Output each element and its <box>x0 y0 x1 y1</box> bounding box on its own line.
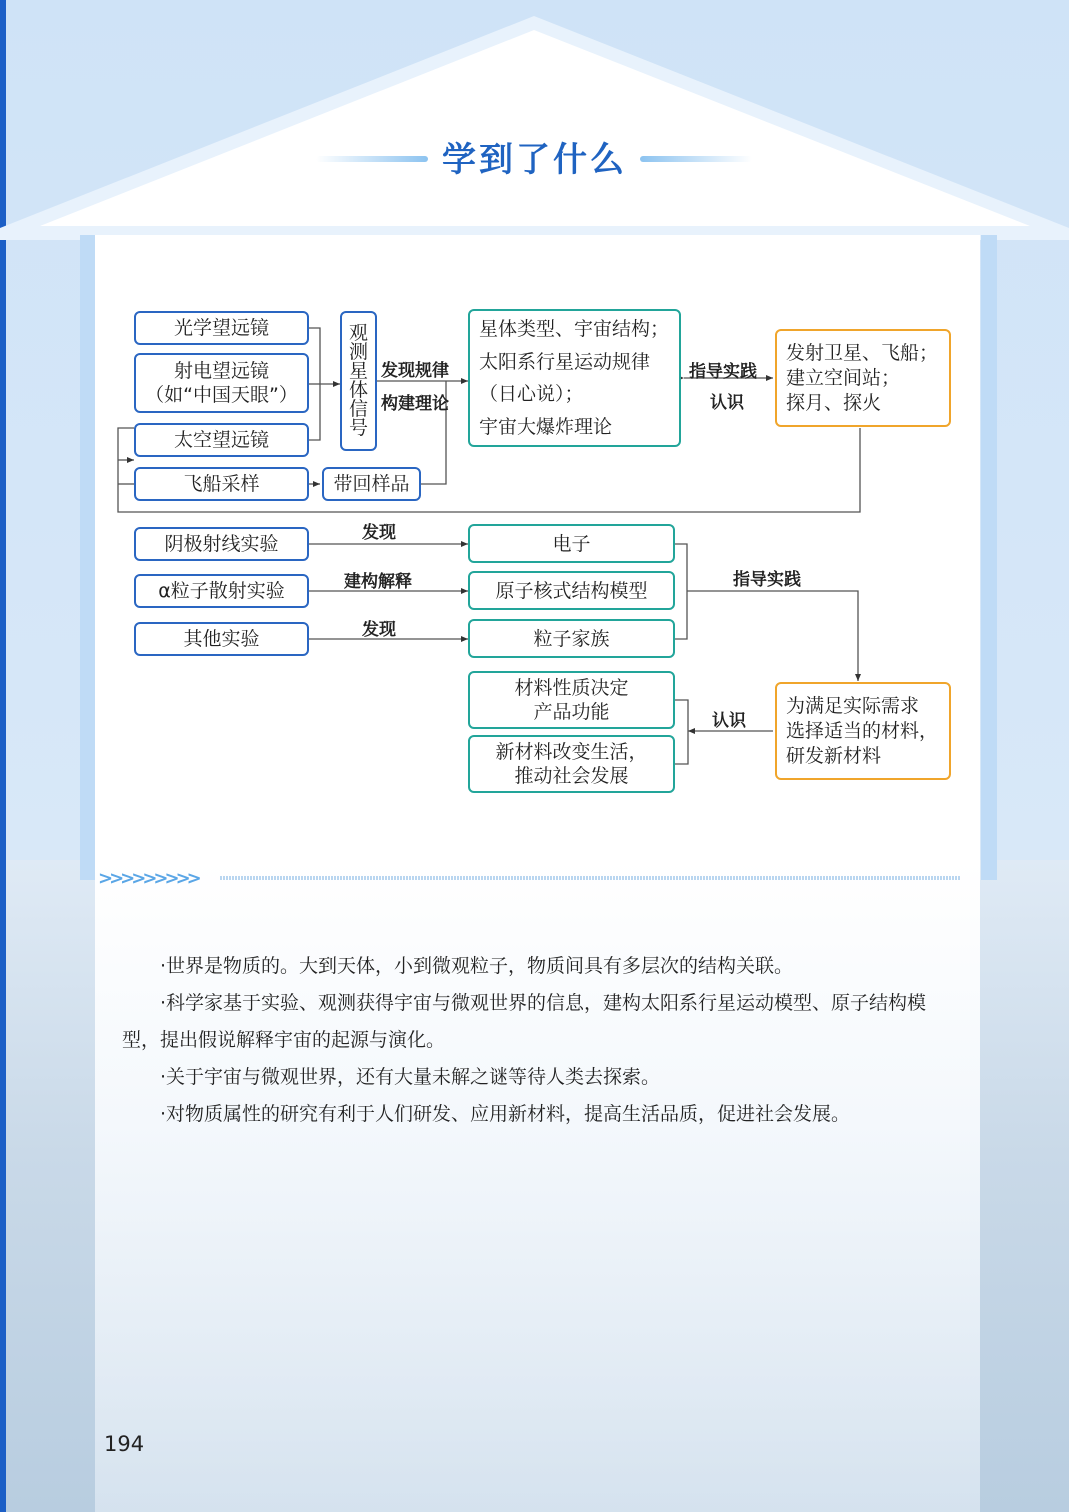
label-discover-law: 发现规律 <box>381 361 449 381</box>
summary-text <box>122 948 952 1133</box>
experiment-cathode-ray <box>134 527 309 561</box>
sample-return-label: 带回样品 <box>333 473 410 495</box>
label-cognize: 认识 <box>710 393 744 413</box>
outcome-line: 产品功能 <box>533 701 610 723</box>
instrument-spacecraft-sampling <box>134 467 309 501</box>
instrument-label: 光学望远镜 <box>173 317 269 339</box>
particle-family <box>468 619 675 658</box>
instrument-optical-telescope <box>134 311 309 345</box>
theory-item: 宇宙大爆炸理论 <box>479 415 613 438</box>
page-number: 194 <box>104 1432 145 1456</box>
instrument-label: 飞船采样 <box>183 473 260 495</box>
outcome-line: 新材料改变生活， <box>495 741 648 763</box>
label-build-theory: 构建理论 <box>381 394 449 414</box>
outcome-material-function <box>468 671 675 729</box>
observe-signal-label: 观测星体信号 <box>348 322 368 439</box>
label-cognize-2: 认识 <box>712 711 746 731</box>
theory-item: 星体类型、宇宙结构； <box>479 318 670 340</box>
sample-return-box <box>322 467 421 501</box>
needs-item: 选择适当的材料， <box>786 720 939 742</box>
instrument-radio-telescope <box>134 353 309 413</box>
outcome-line: 推动社会发展 <box>514 765 629 787</box>
observe-signal-box <box>340 311 377 451</box>
label-exp-discover-1: 发现 <box>362 523 396 543</box>
theory-item: 太阳系行星运动规律 <box>479 350 651 373</box>
label-guide-practice-2: 指导实践 <box>733 570 801 590</box>
summary-point: ·关于宇宙与微观世界，还有大量未解之谜等待人类去探索。 <box>160 1066 661 1088</box>
label-exp-discover-2: 发现 <box>362 620 396 640</box>
chevron-divider-icon: >>>>>>>>> <box>98 868 198 889</box>
particle-nuclear-model <box>468 571 675 610</box>
section-divider <box>220 876 960 880</box>
particle-label: 电子 <box>552 532 591 555</box>
instrument-space-telescope <box>134 423 309 457</box>
label-exp-build-explain: 建构解释 <box>344 572 412 592</box>
theory-item: （日心说）； <box>479 383 584 406</box>
summary-point: ·对物质属性的研究有利于人们研发、应用新材料，提高生活品质，促进社会发展。 <box>160 1103 851 1125</box>
outcome-line: 材料性质决定 <box>514 677 629 699</box>
experiment-alpha-scattering <box>134 574 309 608</box>
particle-electron <box>468 524 675 563</box>
label-guide-practice: 指导实践 <box>689 362 757 382</box>
practice-item: 发射卫星、飞船； <box>786 342 939 364</box>
practice-item: 建立空间站； <box>786 367 901 389</box>
experiment-label: 其他实验 <box>183 628 260 650</box>
experiment-other <box>134 622 309 656</box>
particle-label: 原子核式结构模型 <box>495 579 648 602</box>
needs-item: 为满足实际需求 <box>786 695 920 717</box>
space-practice-box <box>775 329 951 427</box>
experiment-label: 阴极射线实验 <box>164 533 279 555</box>
instrument-note: （如“中国天眼”） <box>145 384 298 406</box>
needs-item: 研发新材料 <box>786 745 882 767</box>
summary-point: ·科学家基于实验、观测获得宇宙与微观世界的信息，建构太阳系行星运动模型、原子结构模型，提出假说解释宇宙的起源与演化。 <box>122 992 927 1051</box>
particle-label: 粒子家族 <box>533 627 610 650</box>
instrument-label: 射电望远镜 <box>173 360 269 382</box>
practice-item: 探月、探火 <box>786 392 882 414</box>
material-needs-box <box>775 682 951 780</box>
outcome-new-material <box>468 735 675 793</box>
experiment-label: α粒子散射实验 <box>158 580 285 602</box>
instrument-label: 太空望远镜 <box>173 429 269 451</box>
page-title: 学到了什么 <box>442 140 627 180</box>
theories-box <box>468 309 681 447</box>
summary-point: ·世界是物质的。大到天体，小到微观粒子，物质间具有多层次的结构关联。 <box>160 955 794 977</box>
